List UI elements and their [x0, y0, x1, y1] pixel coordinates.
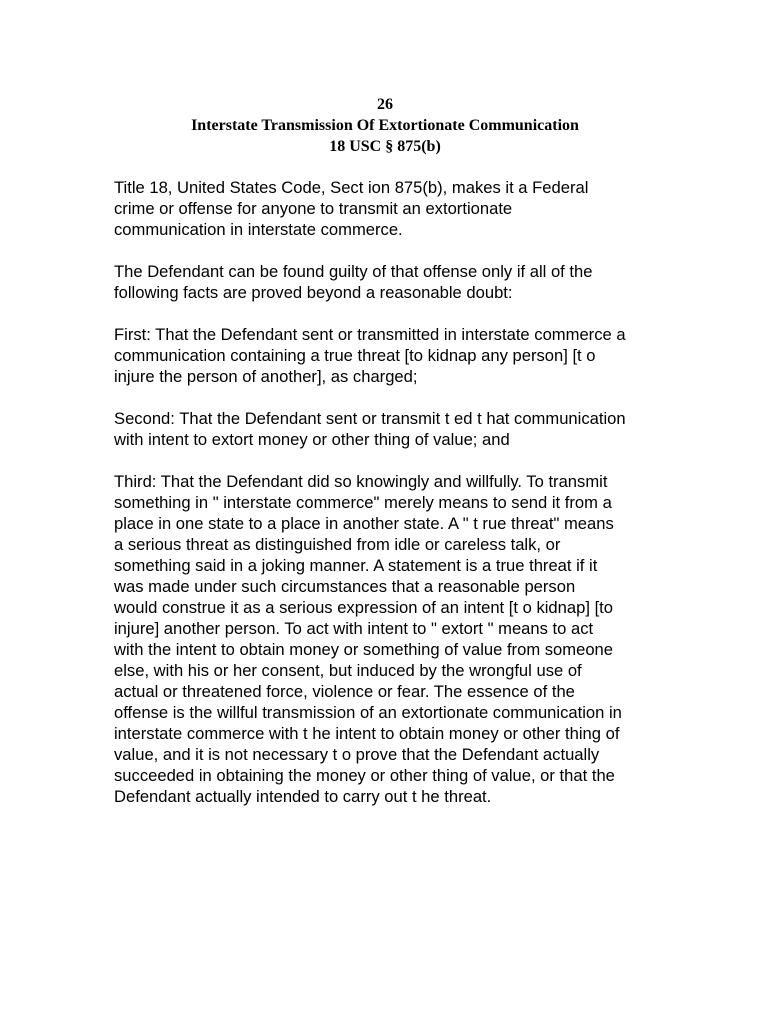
paragraph-element-second: Second: That the Defendant sent or transmit t ed t hat communication with intent to extort money or other thing of value; and: [114, 409, 626, 449]
paragraph-element-first: First: That the Defendant sent or transmitted in interstate commerce a communication containing a true threat [to kidnap any person] [t o injure the person of another], as charged;: [114, 325, 626, 386]
instruction-title: Interstate Transmission Of Extortionate Communication: [191, 117, 579, 134]
instruction-heading: [0, 94, 770, 157]
paragraph-elements-intro: The Defendant can be found guilty of that offense only if all of the following facts are proved beyond a reasonable doubt:: [114, 262, 593, 302]
instruction-body: [114, 177, 674, 828]
paragraph-statute-summary: Title 18, United States Code, Sect ion 875(b), makes it a Federal crime or offense for anyone to transmit an extortionate communication in interstate commerce.: [114, 178, 589, 239]
instruction-number: 26: [377, 96, 393, 113]
statute-citation: 18 USC § 875(b): [329, 138, 441, 155]
paragraph-element-third: Third: That the Defendant did so knowingly and willfully. To transmit something in " interstate commerce" merely means to send it from a place in one state to a place in another state. A " t rue threat" means a serious threat as distinguished from idle or careless talk, or something said in a joking manner. A statement is a true threat if it was made under such circumstances that a reasonable person would construe it as a serious expression of an intent [t o kidnap] [to injure] another person. To act with intent to " extort " means to act with the intent to obtain money or something of value from someone else, with his or her consent, but induced by the wrongful use of actual or threatened force, violence or fear. The essence of the offense is the willful transmission of an extortionate communication in interstate commerce with t he intent to obtain money or other thing of value, and it is not necessary t o prove that the Defendant actually succeeded in obtaining the money or other thing of value, or that the Defendant actually intended to carry out t he threat.: [114, 472, 622, 806]
